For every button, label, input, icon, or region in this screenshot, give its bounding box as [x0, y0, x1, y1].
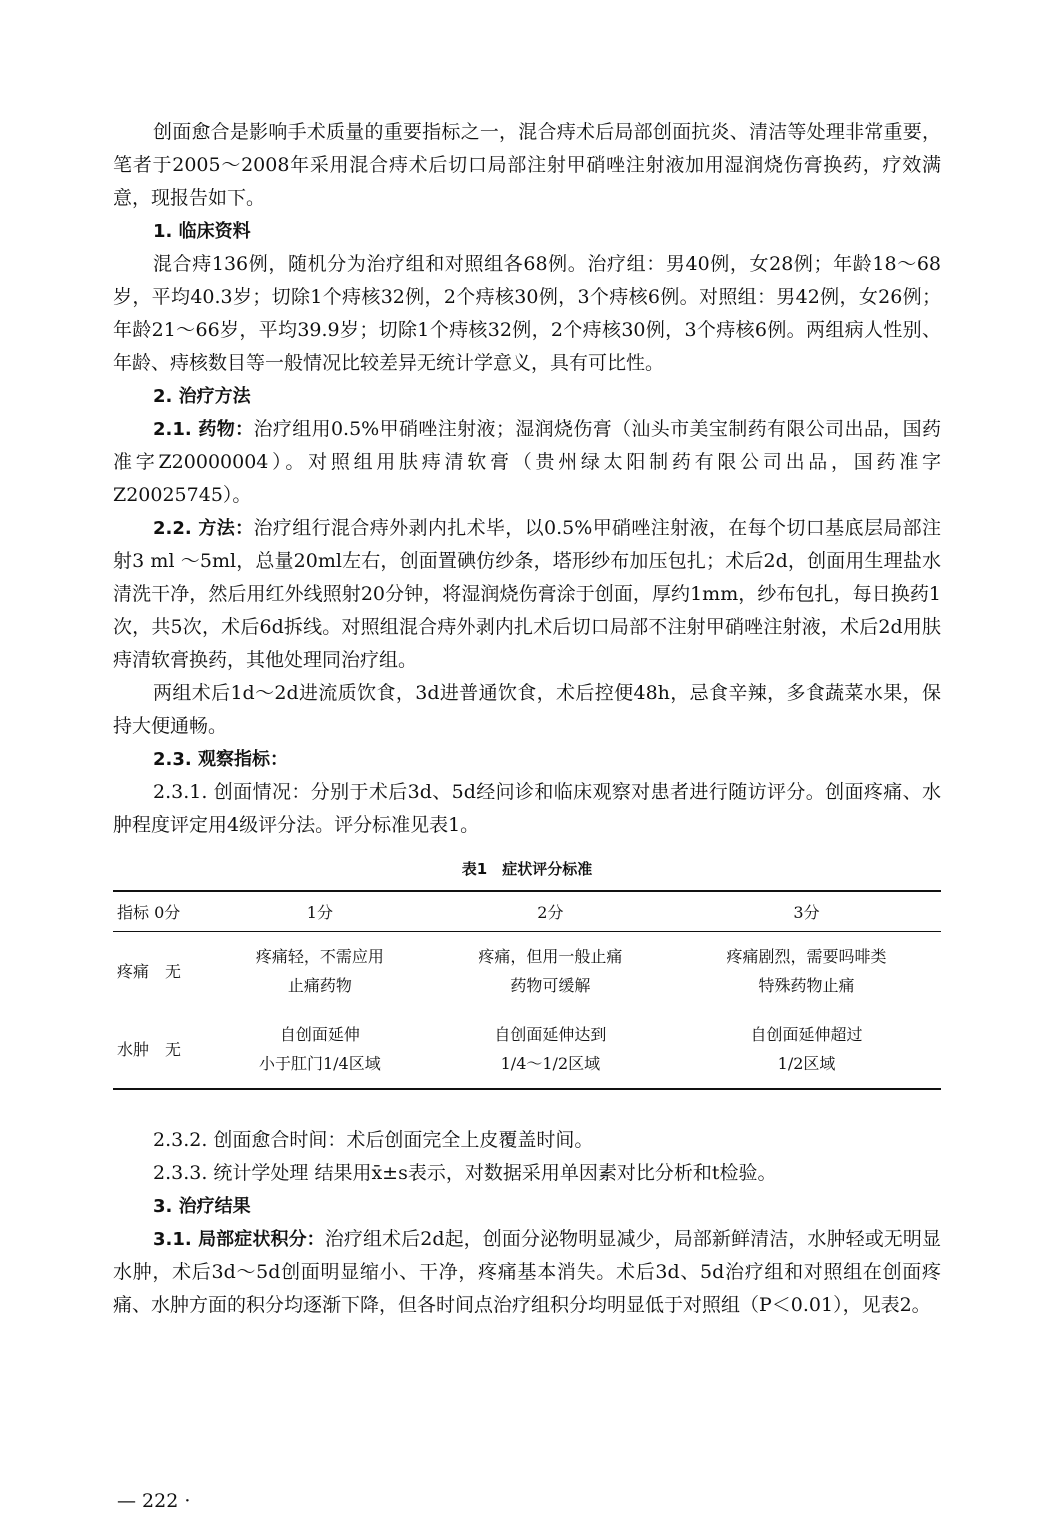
- section-2-heading: 2. 治疗方法: [153, 386, 251, 407]
- table-cell: [672, 932, 941, 1011]
- diet-paragraph: 两组术后1d～2d进流质饮食，3d进普通饮食，术后控便48h，忌食辛辣，多食蔬菜水果，保持大便通畅。: [113, 682, 941, 737]
- cell-line: 1/4～1/2区域: [500, 1054, 601, 1073]
- cell-line: 小于肛门1/4区域: [258, 1054, 381, 1073]
- cell-line: 止痛药物: [287, 976, 352, 995]
- cell-line: 疼痛轻，不需应用: [255, 947, 384, 966]
- table-header-cell: 1分: [211, 891, 429, 932]
- local-symptom-lead: 3.1. 局部症状积分：: [153, 1229, 325, 1250]
- table-cell: [429, 1010, 672, 1089]
- spacer: [113, 1090, 941, 1124]
- statistics-paragraph: 2.3.3. 统计学处理 结果用x̄±s表示，对数据采用单因素对比分析和t检验。: [153, 1162, 777, 1184]
- row-label: 水肿 无: [113, 1010, 211, 1089]
- score-table: [113, 890, 941, 1090]
- table-row: [113, 932, 941, 1011]
- cell-line: 疼痛，但用一般止痛: [478, 947, 623, 966]
- table-cell: [211, 1010, 429, 1089]
- table-header-cell: 3分: [672, 891, 941, 932]
- table-row: [113, 1010, 941, 1089]
- cell-line: 自创面延伸: [279, 1025, 360, 1044]
- table-cell: [429, 932, 672, 1011]
- healing-time-paragraph: 2.3.2. 创面愈合时间：术后创面完全上皮覆盖时间。: [153, 1129, 594, 1151]
- section-1-heading: 1. 临床资料: [153, 221, 251, 242]
- observation-heading: 2.3. 观察指标：: [153, 749, 288, 770]
- row-label: 疼痛 无: [117, 961, 182, 981]
- method-lead: 2.2. 方法：: [153, 518, 254, 539]
- intro-paragraph: 创面愈合是影响手术质量的重要指标之一，混合痔术后局部创面抗炎、清洁等处理非常重要，笔者于2005～2008年采用混合痔术后切口局部注射甲硝唑注射液加用湿润烧伤膏换药，疗效满意，现报告如下。: [113, 121, 941, 209]
- cell-line: 1/2区域: [777, 1054, 836, 1073]
- cell-line: 自创面延伸超过: [750, 1025, 863, 1044]
- table-cell: [211, 932, 429, 1011]
- method-text: 治疗组行混合痔外剥内扎术毕，以0.5%甲硝唑注射液，在每个切口基底层局部注射3 ml ～5ml，总量20ml左右，创面置碘仿纱条，塔形纱布加压包扎；术后2d，创面用生理盐水清洗干净，然后用红外线照射20分钟，将湿润烧伤膏涂于创面，厚约1mm，纱布包扎，每日换药1次，共5次，术后6d拆线。对照组混合痔外剥内扎术后切口局部不注射甲硝唑注射液，术后2d用肤痔清软膏换药，其他处理同治疗组。: [113, 517, 941, 671]
- table-cell: [672, 1010, 941, 1089]
- table-caption: 表1 症状评分标准: [461, 860, 593, 878]
- drugs-paragraph: [113, 413, 941, 512]
- cell-line: 自创面延伸达到: [494, 1025, 607, 1044]
- cell-line: 疼痛剧烈，需要吗啡类: [726, 947, 887, 966]
- table-header-row: [113, 891, 941, 932]
- method-paragraph: [113, 512, 941, 677]
- cell-line: 特殊药物止痛: [758, 976, 855, 995]
- wound-condition-paragraph: 2.3.1. 创面情况：分别于术后3d、5d经问诊和临床观察对患者进行随访评分。创面疼痛、水肿程度评定用4级评分法。评分标准见表1。: [113, 781, 941, 836]
- local-symptom-paragraph: [113, 1223, 941, 1322]
- cell-line: 药物可缓解: [510, 976, 591, 995]
- table-header-cell: 2分: [429, 891, 672, 932]
- drugs-text: 治疗组用0.5%甲硝唑注射液；湿润烧伤膏（汕头市美宝制药有限公司出品，国药准字Z20000004）。对照组用肤痔清软膏（贵州绿太阳制药有限公司出品，国药准字Z20025745）。: [113, 418, 941, 506]
- drugs-lead: 2.1. 药物：: [153, 419, 254, 440]
- page-body: [113, 116, 941, 1322]
- section-3-heading: 3. 治疗结果: [153, 1196, 251, 1217]
- page-number: — 222 ·: [117, 1490, 191, 1512]
- local-symptom-text: 治疗组术后2d起，创面分泌物明显减少，局部新鲜清洁，水肿轻或无明显水肿，术后3d～5d创面明显缩小、干净，疼痛基本消失。术后3d、5d治疗组和对照组在创面疼痛、水肿方面的积分均逐渐下降，但各时间点治疗组积分均明显低于对照组（P＜0.01），见表2。: [113, 1228, 941, 1316]
- clinical-data-paragraph: 混合痔136例，随机分为治疗组和对照组各68例。治疗组：男40例，女28例；年龄18～68岁，平均40.3岁；切除1个痔核32例，2个痔核30例，3个痔核6例。对照组：男42例，女26例；年龄21～66岁，平均39.9岁；切除1个痔核32例，2个痔核30例，3个痔核6例。两组病人性别、年龄、痔核数目等一般情况比较差异无统计学意义，具有可比性。: [113, 253, 941, 374]
- table-header-cell: 指标 0分: [113, 891, 211, 932]
